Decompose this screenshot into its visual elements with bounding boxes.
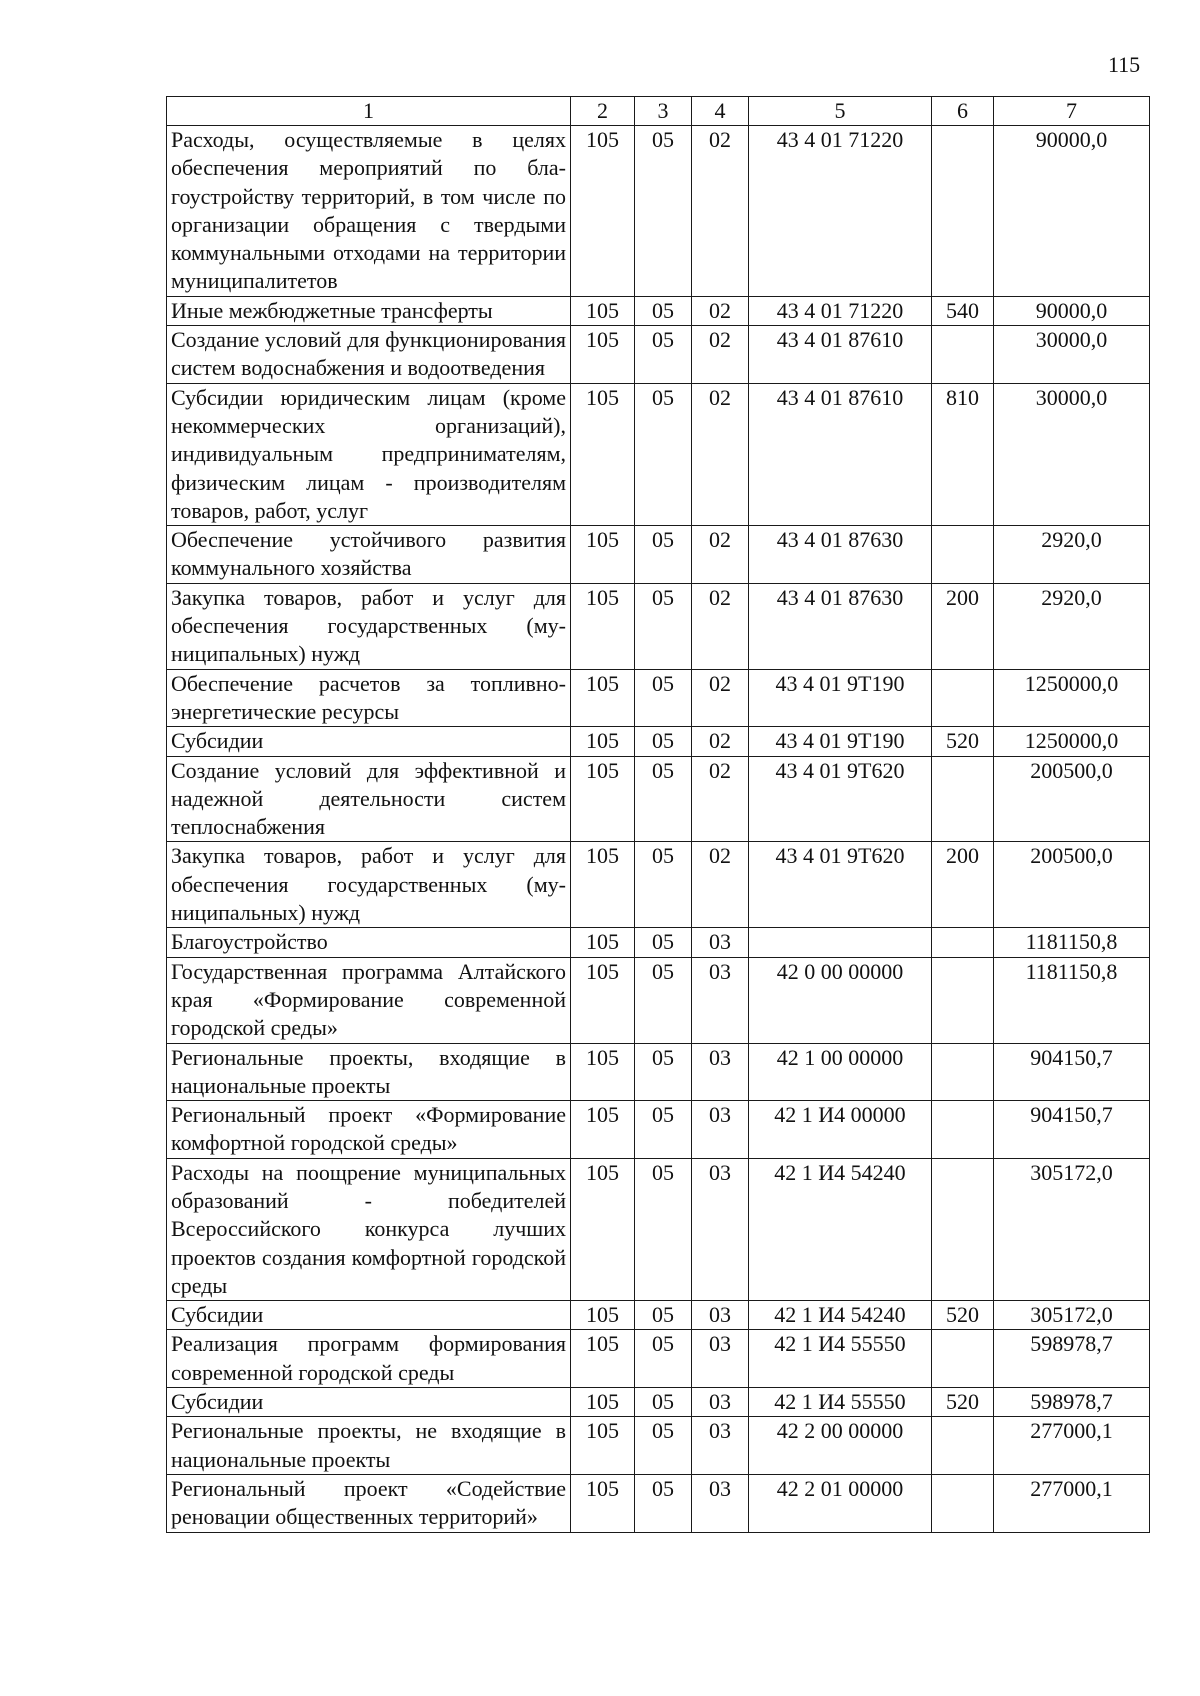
- amount-cell: 598978,7: [994, 1388, 1150, 1417]
- target-article-cell: 43 4 01 9Т190: [749, 727, 932, 756]
- subsection-code-cell: 03: [692, 1417, 749, 1475]
- target-article-cell: 42 1 И4 55550: [749, 1388, 932, 1417]
- target-article-cell: 43 4 01 71220: [749, 126, 932, 297]
- expense-type-cell: [932, 669, 994, 727]
- amount-cell: 277000,1: [994, 1417, 1150, 1475]
- section-code-cell: 05: [635, 1301, 692, 1330]
- amount-cell: 1250000,0: [994, 669, 1150, 727]
- target-article-cell: 42 0 00 00000: [749, 957, 932, 1043]
- expense-name-cell: Региональные проекты, не входящие в национальные проекты: [167, 1417, 571, 1475]
- target-article-cell: 43 4 01 87610: [749, 383, 932, 525]
- expense-type-cell: [932, 1043, 994, 1101]
- expense-name-cell: Субсидии: [167, 727, 571, 756]
- column-header: 6: [932, 97, 994, 126]
- amount-cell: 90000,0: [994, 296, 1150, 325]
- subsection-code-cell: 03: [692, 1043, 749, 1101]
- target-article-cell: 42 1 И4 54240: [749, 1301, 932, 1330]
- expense-name-cell: Закупка товаров, работ и услуг для обеспечения государственных (муниципальных) нужд: [167, 583, 571, 669]
- expense-name-cell: Региональный проект «Формирование комфортной городской среды»: [167, 1101, 571, 1159]
- expense-name-cell: Региональный проект «Содействие реновации общественных территорий»: [167, 1474, 571, 1532]
- subsection-code-cell: 03: [692, 1301, 749, 1330]
- admin-code-cell: 105: [571, 756, 635, 842]
- column-header: 4: [692, 97, 749, 126]
- section-code-cell: 05: [635, 1158, 692, 1300]
- column-header: 2: [571, 97, 635, 126]
- table-row: [167, 1043, 1150, 1101]
- section-code-cell: 05: [635, 727, 692, 756]
- target-article-cell: 43 4 01 9Т620: [749, 756, 932, 842]
- target-article-cell: 43 4 01 9Т620: [749, 842, 932, 928]
- target-article-cell: 43 4 01 9Т190: [749, 669, 932, 727]
- table-row: [167, 126, 1150, 297]
- subsection-code-cell: 02: [692, 842, 749, 928]
- subsection-code-cell: 03: [692, 957, 749, 1043]
- target-article-cell: 42 1 00 00000: [749, 1043, 932, 1101]
- expense-type-cell: [932, 326, 994, 384]
- expense-name-cell: Обеспечение расчетов за топливно-энергетические ресурсы: [167, 669, 571, 727]
- column-header: 5: [749, 97, 932, 126]
- column-header: 7: [994, 97, 1150, 126]
- expense-name-cell: Реализация программ формирования современной городской среды: [167, 1330, 571, 1388]
- page-number: 115: [1108, 52, 1141, 77]
- section-code-cell: 05: [635, 126, 692, 297]
- subsection-code-cell: 02: [692, 526, 749, 584]
- admin-code-cell: 105: [571, 1388, 635, 1417]
- section-code-cell: 05: [635, 669, 692, 727]
- expense-name-cell: Обеспечение устойчивого развития коммунального хозяйства: [167, 526, 571, 584]
- table-row: [167, 957, 1150, 1043]
- expense-type-cell: 520: [932, 1388, 994, 1417]
- table-row: [167, 756, 1150, 842]
- amount-cell: 277000,1: [994, 1474, 1150, 1532]
- section-code-cell: 05: [635, 957, 692, 1043]
- column-number-row: [167, 97, 1150, 126]
- admin-code-cell: 105: [571, 1158, 635, 1300]
- amount-cell: 30000,0: [994, 326, 1150, 384]
- expense-type-cell: [932, 928, 994, 957]
- expense-name-cell: Расходы на поощрение муниципальных образований - победителей Всероссийского конкурса лучших проектов создания комфортной городской среды: [167, 1158, 571, 1300]
- admin-code-cell: 105: [571, 842, 635, 928]
- target-article-cell: 43 4 01 87610: [749, 326, 932, 384]
- expense-name-cell: Создание условий для эффективной и надежной деятельности систем теплоснабжения: [167, 756, 571, 842]
- admin-code-cell: 105: [571, 1330, 635, 1388]
- subsection-code-cell: 03: [692, 1158, 749, 1300]
- admin-code-cell: 105: [571, 383, 635, 525]
- target-article-cell: 43 4 01 71220: [749, 296, 932, 325]
- section-code-cell: 05: [635, 583, 692, 669]
- admin-code-cell: 105: [571, 957, 635, 1043]
- target-article-cell: 43 4 01 87630: [749, 583, 932, 669]
- amount-cell: 904150,7: [994, 1043, 1150, 1101]
- expense-type-cell: [932, 1330, 994, 1388]
- section-code-cell: 05: [635, 526, 692, 584]
- subsection-code-cell: 03: [692, 928, 749, 957]
- expense-name-cell: Расходы, осуществляемые в целях обеспечения мероприятий по благоустройству территорий, в том числе по организации обращения с твердыми коммунальными отходами на территории муниципалитетов: [167, 126, 571, 297]
- budget-table: [166, 96, 1150, 1533]
- expense-name-cell: Создание условий для функционирования систем водоснабжения и водоотведения: [167, 326, 571, 384]
- amount-cell: 200500,0: [994, 756, 1150, 842]
- amount-cell: 1181150,8: [994, 957, 1150, 1043]
- admin-code-cell: 105: [571, 126, 635, 297]
- subsection-code-cell: 03: [692, 1388, 749, 1417]
- subsection-code-cell: 02: [692, 756, 749, 842]
- admin-code-cell: 105: [571, 928, 635, 957]
- amount-cell: 2920,0: [994, 526, 1150, 584]
- expense-name-cell: Субсидии: [167, 1301, 571, 1330]
- target-article-cell: [749, 928, 932, 957]
- subsection-code-cell: 02: [692, 583, 749, 669]
- expense-name-cell: Закупка товаров, работ и услуг для обеспечения государственных (муниципальных) нужд: [167, 842, 571, 928]
- expense-type-cell: 520: [932, 727, 994, 756]
- expense-name-cell: Государственная программа Алтайского края «Формирование современной городской среды»: [167, 957, 571, 1043]
- section-code-cell: 05: [635, 1474, 692, 1532]
- expense-type-cell: 200: [932, 842, 994, 928]
- amount-cell: 305172,0: [994, 1158, 1150, 1300]
- amount-cell: 598978,7: [994, 1330, 1150, 1388]
- table-row: [167, 1474, 1150, 1532]
- expense-type-cell: 200: [932, 583, 994, 669]
- expense-name-cell: Региональные проекты, входящие в национальные проекты: [167, 1043, 571, 1101]
- amount-cell: 30000,0: [994, 383, 1150, 525]
- section-code-cell: 05: [635, 296, 692, 325]
- table-row: [167, 1301, 1150, 1330]
- admin-code-cell: 105: [571, 296, 635, 325]
- section-code-cell: 05: [635, 756, 692, 842]
- expense-name-cell: Благоустройство: [167, 928, 571, 957]
- subsection-code-cell: 02: [692, 383, 749, 525]
- subsection-code-cell: 03: [692, 1330, 749, 1388]
- table-row: [167, 1417, 1150, 1475]
- subsection-code-cell: 03: [692, 1474, 749, 1532]
- subsection-code-cell: 02: [692, 669, 749, 727]
- subsection-code-cell: 02: [692, 727, 749, 756]
- expense-name-cell: Субсидии: [167, 1388, 571, 1417]
- admin-code-cell: 105: [571, 326, 635, 384]
- section-code-cell: 05: [635, 326, 692, 384]
- expense-type-cell: [932, 1158, 994, 1300]
- expense-name-cell: Иные межбюджетные трансферты: [167, 296, 571, 325]
- table-row: [167, 296, 1150, 325]
- expense-type-cell: [932, 126, 994, 297]
- amount-cell: 2920,0: [994, 583, 1150, 669]
- section-code-cell: 05: [635, 1043, 692, 1101]
- expense-type-cell: [932, 756, 994, 842]
- section-code-cell: 05: [635, 842, 692, 928]
- subsection-code-cell: 02: [692, 326, 749, 384]
- table-row: [167, 583, 1150, 669]
- section-code-cell: 05: [635, 383, 692, 525]
- amount-cell: 904150,7: [994, 1101, 1150, 1159]
- table-row: [167, 1388, 1150, 1417]
- table-row: [167, 727, 1150, 756]
- subsection-code-cell: 02: [692, 296, 749, 325]
- admin-code-cell: 105: [571, 583, 635, 669]
- admin-code-cell: 105: [571, 1043, 635, 1101]
- amount-cell: 1250000,0: [994, 727, 1150, 756]
- amount-cell: 1181150,8: [994, 928, 1150, 957]
- column-header: 1: [167, 97, 571, 126]
- expense-type-cell: 520: [932, 1301, 994, 1330]
- admin-code-cell: 105: [571, 1101, 635, 1159]
- target-article-cell: 42 2 00 00000: [749, 1417, 932, 1475]
- amount-cell: 90000,0: [994, 126, 1150, 297]
- target-article-cell: 42 1 И4 54240: [749, 1158, 932, 1300]
- subsection-code-cell: 03: [692, 1101, 749, 1159]
- table-row: [167, 842, 1150, 928]
- expense-type-cell: [932, 1474, 994, 1532]
- expense-name-cell: Субсидии юридическим лицам (кроме некоммерческих организаций), индивидуальным предпринимателям, физическим лицам - производителям товаров, работ, услуг: [167, 383, 571, 525]
- admin-code-cell: 105: [571, 526, 635, 584]
- target-article-cell: 43 4 01 87630: [749, 526, 932, 584]
- table-row: [167, 928, 1150, 957]
- column-header: 3: [635, 97, 692, 126]
- expense-type-cell: 540: [932, 296, 994, 325]
- target-article-cell: 42 1 И4 55550: [749, 1330, 932, 1388]
- expense-type-cell: [932, 1417, 994, 1475]
- table-row: [167, 1158, 1150, 1300]
- target-article-cell: 42 1 И4 00000: [749, 1101, 932, 1159]
- expense-type-cell: [932, 957, 994, 1043]
- section-code-cell: 05: [635, 1101, 692, 1159]
- expense-type-cell: [932, 526, 994, 584]
- target-article-cell: 42 2 01 00000: [749, 1474, 932, 1532]
- admin-code-cell: 105: [571, 1417, 635, 1475]
- table-row: [167, 669, 1150, 727]
- table-row: [167, 326, 1150, 384]
- section-code-cell: 05: [635, 1388, 692, 1417]
- amount-cell: 305172,0: [994, 1301, 1150, 1330]
- expense-type-cell: 810: [932, 383, 994, 525]
- section-code-cell: 05: [635, 928, 692, 957]
- section-code-cell: 05: [635, 1330, 692, 1388]
- admin-code-cell: 105: [571, 669, 635, 727]
- table-row: [167, 1330, 1150, 1388]
- amount-cell: 200500,0: [994, 842, 1150, 928]
- expense-type-cell: [932, 1101, 994, 1159]
- admin-code-cell: 105: [571, 727, 635, 756]
- section-code-cell: 05: [635, 1417, 692, 1475]
- table-row: [167, 383, 1150, 525]
- table-row: [167, 1101, 1150, 1159]
- table-row: [167, 526, 1150, 584]
- admin-code-cell: 105: [571, 1474, 635, 1532]
- subsection-code-cell: 02: [692, 126, 749, 297]
- admin-code-cell: 105: [571, 1301, 635, 1330]
